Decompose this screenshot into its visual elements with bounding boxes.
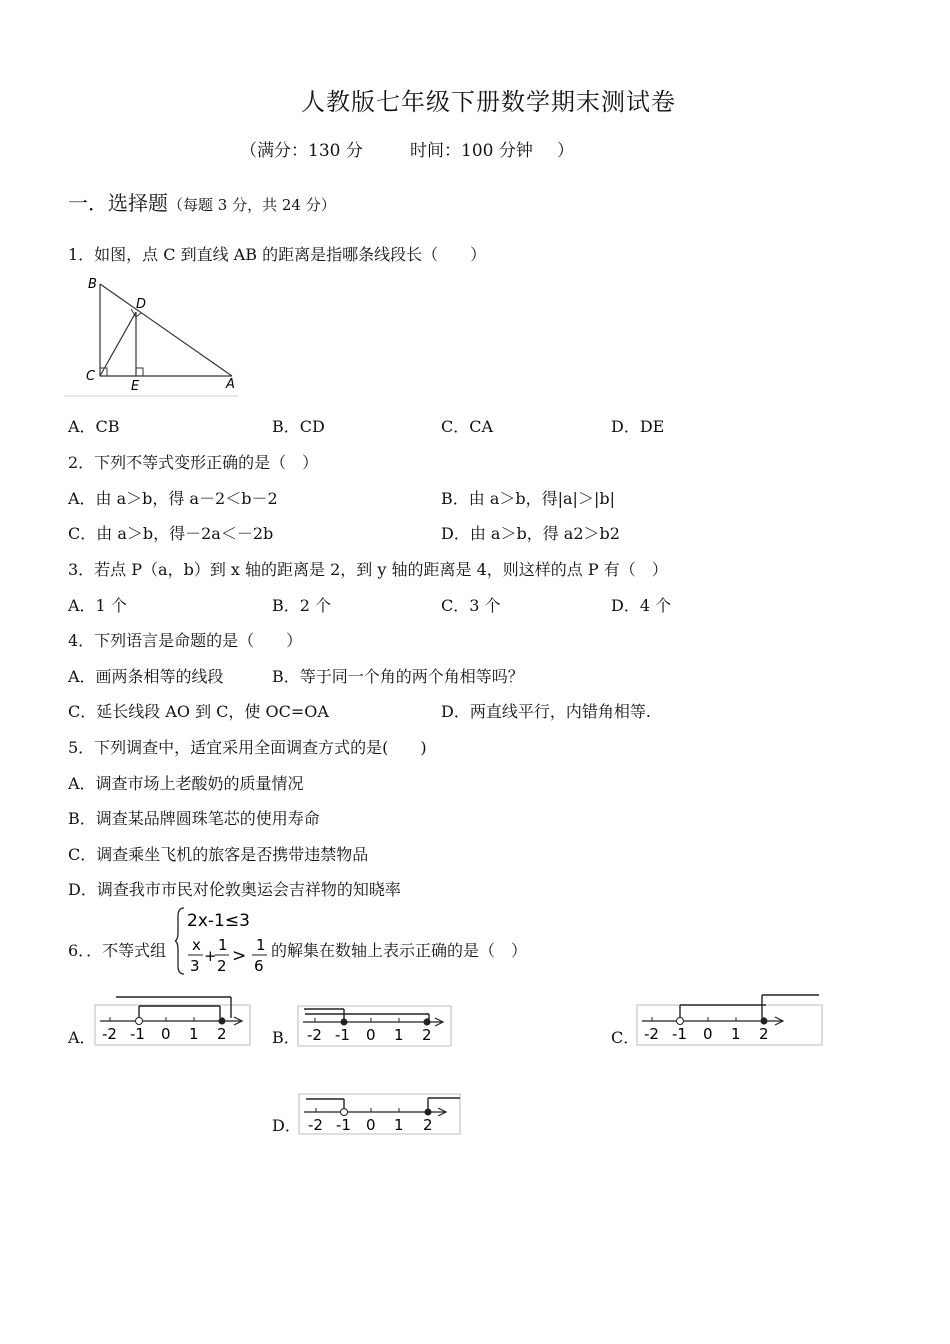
segment-cd: [100, 312, 136, 376]
number-line-a[interactable]: [94, 992, 254, 1048]
question-6-prefix: 6．．不等式组: [68, 941, 167, 960]
greater-than: >: [232, 946, 247, 966]
tick-label-0: 0: [366, 1026, 376, 1044]
closed-point-2: [425, 1109, 432, 1116]
tick-label-2: 2: [217, 1025, 227, 1043]
number-line-d[interactable]: [298, 1092, 464, 1136]
frac2-numerator: 1: [218, 936, 228, 954]
segment-ba: [100, 284, 232, 376]
frame: [637, 1005, 822, 1045]
number-line-c[interactable]: [636, 990, 826, 1048]
tick-label-neg2: -2: [307, 1026, 322, 1044]
q4-option-a[interactable]: A．画两条相等的线段: [68, 667, 224, 686]
q2-option-a[interactable]: A．由 a＞b，得 a－2＜b－2: [68, 489, 278, 508]
q1-option-c[interactable]: C．CA: [441, 417, 494, 436]
tick-label-1: 1: [731, 1025, 741, 1043]
question-6-suffix: 的解集在数轴上表示正确的是（ ）: [271, 941, 528, 960]
frac2-denominator: 2: [217, 957, 227, 975]
q1-option-b[interactable]: B．CD: [272, 417, 325, 436]
tick-label-1: 1: [394, 1116, 404, 1134]
q1-option-d[interactable]: D．DE: [611, 417, 665, 436]
system-brace: [175, 908, 184, 974]
frac3-denominator: 6: [254, 957, 264, 975]
label-e: E: [131, 379, 140, 394]
q5-option-d[interactable]: D．调查我市市民对伦敦奥运会吉祥物的知晓率: [68, 880, 401, 899]
label-d: D: [136, 297, 147, 312]
question-1-stem: 1．如图，点 C 到直线 AB 的距离是指哪条线段长（ ）: [68, 245, 487, 264]
q4-option-b[interactable]: B．等于同一个角的两个角相等吗？: [272, 667, 524, 686]
tick-label-neg1: -1: [335, 1026, 350, 1044]
open-point-neg1: [677, 1018, 684, 1025]
q6-option-c[interactable]: C．: [611, 1028, 640, 1047]
question-3-stem: 3．若点 P（a，b）到 x 轴的距离是 2，到 y 轴的距离是 4，则这样的点 P 有（ ）: [68, 560, 668, 579]
q5-option-a[interactable]: A．调查市场上老酸奶的质量情况: [68, 774, 304, 793]
frame: [95, 1005, 250, 1045]
tick-label-0: 0: [366, 1116, 376, 1134]
right-angle-e: [136, 368, 143, 376]
q6-option-a[interactable]: A．: [68, 1028, 96, 1047]
closed-point-2: [424, 1019, 431, 1026]
closed-point-neg1: [341, 1019, 348, 1026]
tick-label-2: 2: [422, 1026, 432, 1044]
tick-label-neg2: -2: [102, 1025, 117, 1043]
inequality-system: [175, 904, 271, 978]
q1-triangle-figure: [62, 272, 242, 398]
tick-label-0: 0: [703, 1025, 713, 1043]
tick-label-neg2: -2: [644, 1025, 659, 1043]
q3-option-a[interactable]: A．1 个: [68, 596, 127, 615]
tick-label-neg1: -1: [130, 1025, 145, 1043]
q5-option-b[interactable]: B．调查某品牌圆珠笔芯的使用寿命: [68, 809, 320, 828]
q4-option-d[interactable]: D．两直线平行，内错角相等.: [441, 702, 651, 721]
q3-option-b[interactable]: B．2 个: [272, 596, 332, 615]
label-c: C: [86, 369, 96, 384]
page-title: 人教版七年级下册数学期末测试卷: [301, 88, 676, 116]
q6-option-d[interactable]: D．: [272, 1116, 301, 1135]
label-a: A: [226, 377, 235, 392]
q2-option-d[interactable]: D．由 a＞b，得 a2＞b2: [441, 524, 620, 543]
q5-option-c[interactable]: C．调查乘坐飞机的旅客是否携带违禁物品: [68, 845, 369, 864]
label-b: B: [88, 277, 97, 292]
score-info: （满分：130 分: [240, 141, 363, 161]
tick-label-1: 1: [394, 1026, 404, 1044]
q3-option-c[interactable]: C．3 个: [441, 596, 501, 615]
tick-label-neg1: -1: [336, 1116, 351, 1134]
section-title: 一．选择题: [68, 191, 168, 215]
tick-label-neg1: -1: [672, 1025, 687, 1043]
frac1-numerator: x: [192, 936, 201, 954]
section-heading: [68, 187, 336, 216]
q2-option-c[interactable]: C．由 a＞b，得－2a＜－2b: [68, 524, 274, 543]
question-2-stem: 2．下列不等式变形正确的是（ ）: [68, 453, 319, 472]
closed-point-2: [219, 1018, 226, 1025]
q2-option-b[interactable]: B．由 a＞b，得|a|＞|b|: [441, 489, 615, 508]
plus-sign: +: [204, 947, 217, 965]
frac1-denominator: 3: [190, 957, 200, 975]
q1-option-a[interactable]: A．CB: [68, 417, 120, 436]
system-line-1: 2x-1≤3: [187, 911, 250, 931]
number-line-b[interactable]: [297, 1004, 455, 1048]
subtitle-close: ）: [557, 141, 574, 161]
closed-point-2: [761, 1018, 768, 1025]
tick-label-2: 2: [423, 1116, 433, 1134]
q3-option-d[interactable]: D．4 个: [611, 596, 672, 615]
tick-label-neg2: -2: [308, 1116, 323, 1134]
tick-label-0: 0: [161, 1025, 171, 1043]
tick-label-2: 2: [759, 1025, 769, 1043]
q4-option-c[interactable]: C．延长线段 AO 到 C，使 OC=OA: [68, 702, 329, 721]
time-info: 时间：100 分钟: [410, 141, 533, 161]
question-5-stem: 5．下列调查中，适宜采用全面调查方式的是( ): [68, 738, 427, 757]
q6-option-b[interactable]: B．: [272, 1028, 300, 1047]
section-note: （每题 3 分，共 24 分）: [168, 196, 336, 214]
frame: [299, 1094, 460, 1134]
open-point-neg1: [136, 1018, 143, 1025]
question-4-stem: 4．下列语言是命题的是（ ）: [68, 631, 303, 650]
tick-label-1: 1: [189, 1025, 199, 1043]
open-point-neg1: [341, 1109, 348, 1116]
frac3-numerator: 1: [256, 936, 266, 954]
